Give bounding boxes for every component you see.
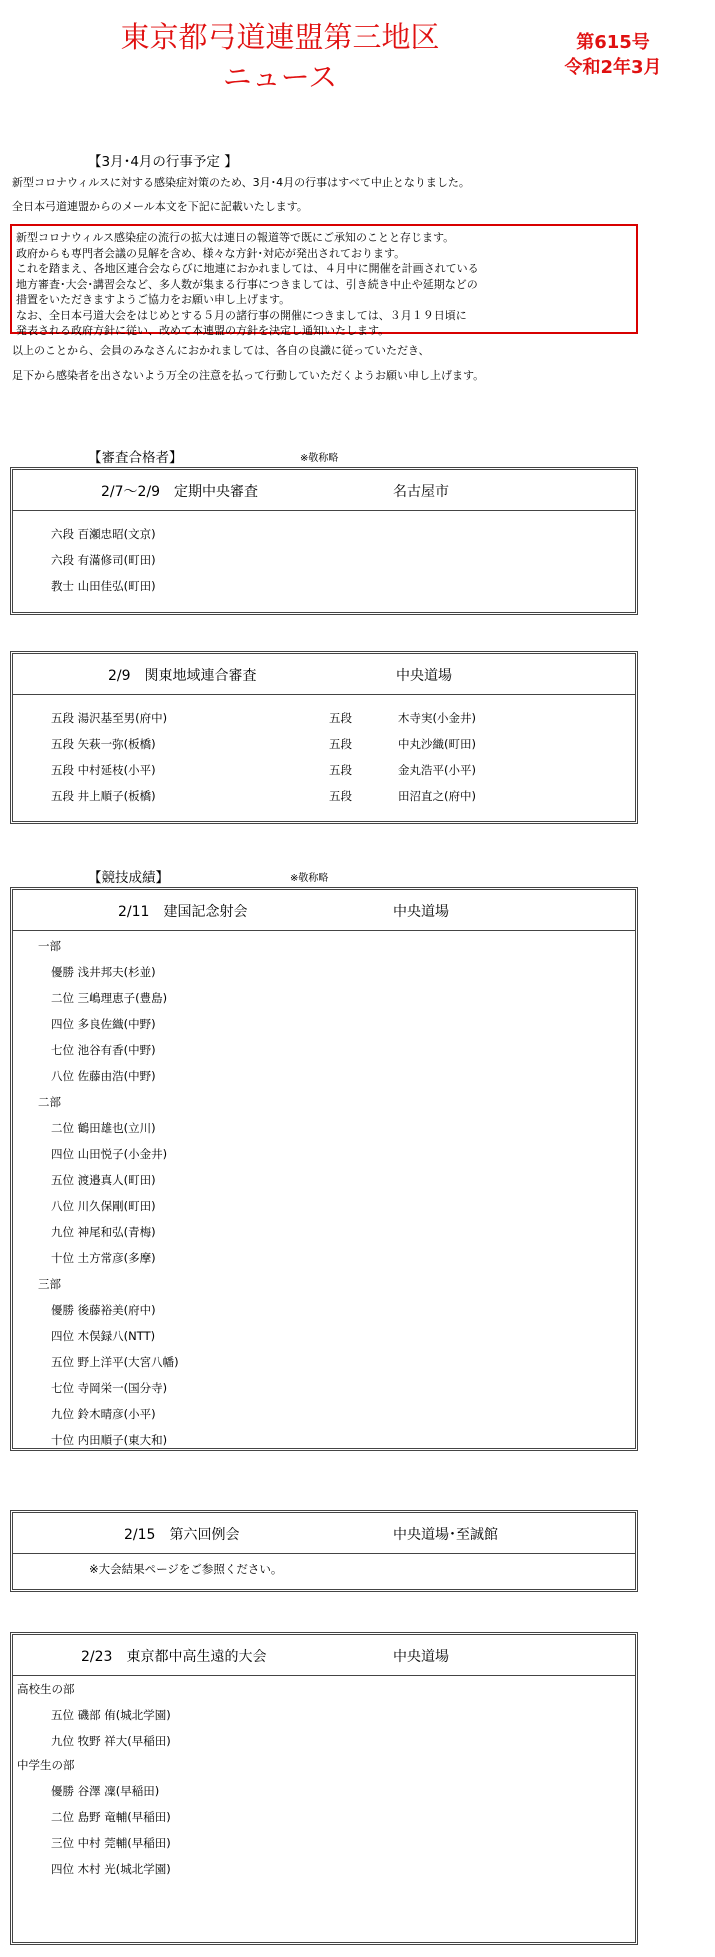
event-date-name: 2/15 第六回例会 bbox=[124, 1527, 240, 1543]
division-label: 二部 bbox=[38, 1095, 61, 1109]
kyogi-event-box-reikai bbox=[10, 1510, 638, 1592]
result-row: 九位 鈴木晴彦(小平) bbox=[51, 1407, 156, 1421]
result-row: 五段 中村延枝(小平) bbox=[51, 763, 156, 777]
division-label: 三部 bbox=[38, 1277, 61, 1291]
result-row: 十位 内田順子(東大和) bbox=[51, 1433, 168, 1447]
schedule-line-2: 全日本弓道連盟からのメール本文を下記に記載いたします。 bbox=[12, 200, 308, 213]
result-row: 五段 湯沢基至男(府中) bbox=[51, 711, 168, 725]
result-rank: 五段 bbox=[329, 711, 352, 725]
news-title-line1: 東京都弓道連盟第三地区 bbox=[120, 20, 440, 54]
result-rank: 五段 bbox=[329, 789, 352, 803]
result-row: 七位 池谷有香(中野) bbox=[51, 1043, 156, 1057]
notice-line: 地方審査･大会･講習会など、多人数が集まる行事につきましては、引き続き中止や延期などの bbox=[16, 277, 478, 291]
shinsa-event-box-2 bbox=[10, 651, 638, 824]
result-row: 五段 矢萩一弥(板橋) bbox=[51, 737, 156, 751]
result-row: 六段 有滿修司(町田) bbox=[51, 553, 156, 567]
result-row: 九位 神尾和弘(青梅) bbox=[51, 1225, 156, 1239]
notice-line: 新型コロナウィルス感染症の流行の拡大は連日の報道等で既にご承知のことと存じます。 bbox=[16, 231, 455, 244]
notice-box bbox=[10, 224, 638, 337]
result-row: 九位 牧野 祥大(早稲田) bbox=[51, 1734, 171, 1748]
result-row: 四位 木俣録八(NTT) bbox=[51, 1329, 156, 1343]
notice-line: これを踏まえ、各地区連合会ならびに地連におかれましては、４月中に開催を計画されている bbox=[16, 262, 479, 275]
result-row: 五位 渡邉真人(町田) bbox=[51, 1173, 156, 1187]
event-venue: 中央道場 bbox=[393, 1649, 449, 1665]
result-row: 七位 寺岡栄一(国分寺) bbox=[51, 1381, 168, 1395]
event-venue: 中央道場 bbox=[396, 668, 452, 684]
result-row: 教士 山田佳弘(町田) bbox=[51, 579, 156, 593]
result-row: 優勝 浅井邦夫(杉並) bbox=[51, 965, 156, 979]
result-row: 優勝 後藤裕美(府中) bbox=[51, 1303, 156, 1317]
issue-number: 第615号 bbox=[576, 32, 650, 53]
notice-line: 措置をいただきますようご協力をお願い申し上げます。 bbox=[16, 293, 291, 306]
division-label: 高校生の部 bbox=[17, 1682, 75, 1696]
notice-line: 政府からも専門者会議の見解を含め、様々な方針･対応が発出されております。 bbox=[16, 246, 406, 260]
result-rank: 五段 bbox=[329, 763, 352, 777]
kyogi-event-box-enteki bbox=[10, 1632, 638, 1945]
schedule-line-1: 新型コロナウィルスに対する感染症対策のため、3月･4月の行事はすべて中止となりました。 bbox=[12, 176, 470, 189]
shinsa-event-box-1 bbox=[10, 467, 638, 615]
division-label: 一部 bbox=[38, 939, 61, 953]
result-row: 二位 鶴田雄也(立川) bbox=[51, 1121, 156, 1135]
result-row: 八位 佐藤由浩(中野) bbox=[51, 1069, 156, 1083]
result-row: 四位 多良佐織(中野) bbox=[51, 1017, 156, 1031]
event-header bbox=[13, 890, 635, 931]
event-date-name: 2/23 東京都中高生遠的大会 bbox=[81, 1649, 267, 1665]
shinsa-note: ※敬称略 bbox=[300, 453, 339, 464]
result-row: 二位 三嶋理恵子(豊島) bbox=[51, 991, 168, 1005]
event-header bbox=[13, 1513, 635, 1554]
notice-line: なお、全日本弓道大会をはじめとする５月の諸行事の開催につきましては、３月１９日頃に bbox=[16, 308, 467, 322]
schedule-heading: 【3月･4月の行事予定 】 bbox=[88, 154, 238, 170]
kyogi-note: ※敬称略 bbox=[290, 873, 329, 884]
closing-line-1: 以上のことから、会員のみなさんにおかれましては、各自の良識に従っていただき、 bbox=[12, 344, 430, 357]
event-date-name: 2/11 建国記念射会 bbox=[118, 904, 248, 920]
event-venue: 中央道場･至誠館 bbox=[393, 1527, 498, 1543]
kyogi-heading: 【競技成績】 bbox=[88, 870, 169, 886]
result-row: 十位 土方常彦(多摩) bbox=[51, 1251, 156, 1265]
division-label: 中学生の部 bbox=[17, 1758, 75, 1772]
result-row: 八位 川久保剛(町田) bbox=[51, 1199, 156, 1213]
closing-line-2: 足下から感染者を出さないよう万全の注意を払って行動していただくようお願い申し上げます。 bbox=[12, 369, 485, 382]
result-row: 二位 島野 竜輔(早稲田) bbox=[51, 1810, 171, 1824]
result-row: 五位 磯部 侑(城北学園) bbox=[51, 1708, 171, 1722]
result-name: 中丸沙織(町田) bbox=[398, 737, 476, 751]
result-row: 五段 井上順子(板橋) bbox=[51, 789, 156, 803]
result-name: 田沼直之(府中) bbox=[398, 789, 476, 803]
news-title-line2: ニュース bbox=[222, 60, 338, 94]
result-row: 四位 山田悦子(小金井) bbox=[51, 1147, 168, 1161]
result-row: 優勝 谷澤 凜(早稲田) bbox=[51, 1784, 160, 1798]
event-date-name: 2/9 関東地域連合審査 bbox=[108, 668, 257, 684]
event-date-name: 2/7～2/9 定期中央審査 bbox=[101, 484, 259, 500]
reikai-note: ※大会結果ページをご参照ください。 bbox=[89, 1562, 283, 1576]
result-row: 六段 百瀬忠昭(文京) bbox=[51, 527, 156, 541]
result-row: 五位 野上洋平(大宮八幡) bbox=[51, 1355, 179, 1369]
kyogi-event-box-kenkoku bbox=[10, 887, 638, 1451]
event-venue: 中央道場 bbox=[393, 904, 449, 920]
event-header bbox=[13, 470, 635, 511]
result-rank: 五段 bbox=[329, 737, 352, 751]
shinsa-heading: 【審査合格者】 bbox=[88, 450, 183, 466]
notice-line: 発表される政府方針に従い、改めて本連盟の方針を決定し通知いたします。 bbox=[16, 324, 390, 337]
result-name: 木寺実(小金井) bbox=[398, 711, 476, 725]
result-row: 三位 中村 莞輔(早稲田) bbox=[51, 1836, 171, 1850]
result-name: 金丸浩平(小平) bbox=[398, 763, 476, 777]
event-venue: 名古屋市 bbox=[393, 484, 449, 500]
issue-date: 令和2年3月 bbox=[564, 57, 662, 78]
result-row: 四位 木村 光(城北学園) bbox=[51, 1862, 171, 1876]
event-header bbox=[13, 654, 635, 695]
event-header bbox=[13, 1635, 635, 1676]
